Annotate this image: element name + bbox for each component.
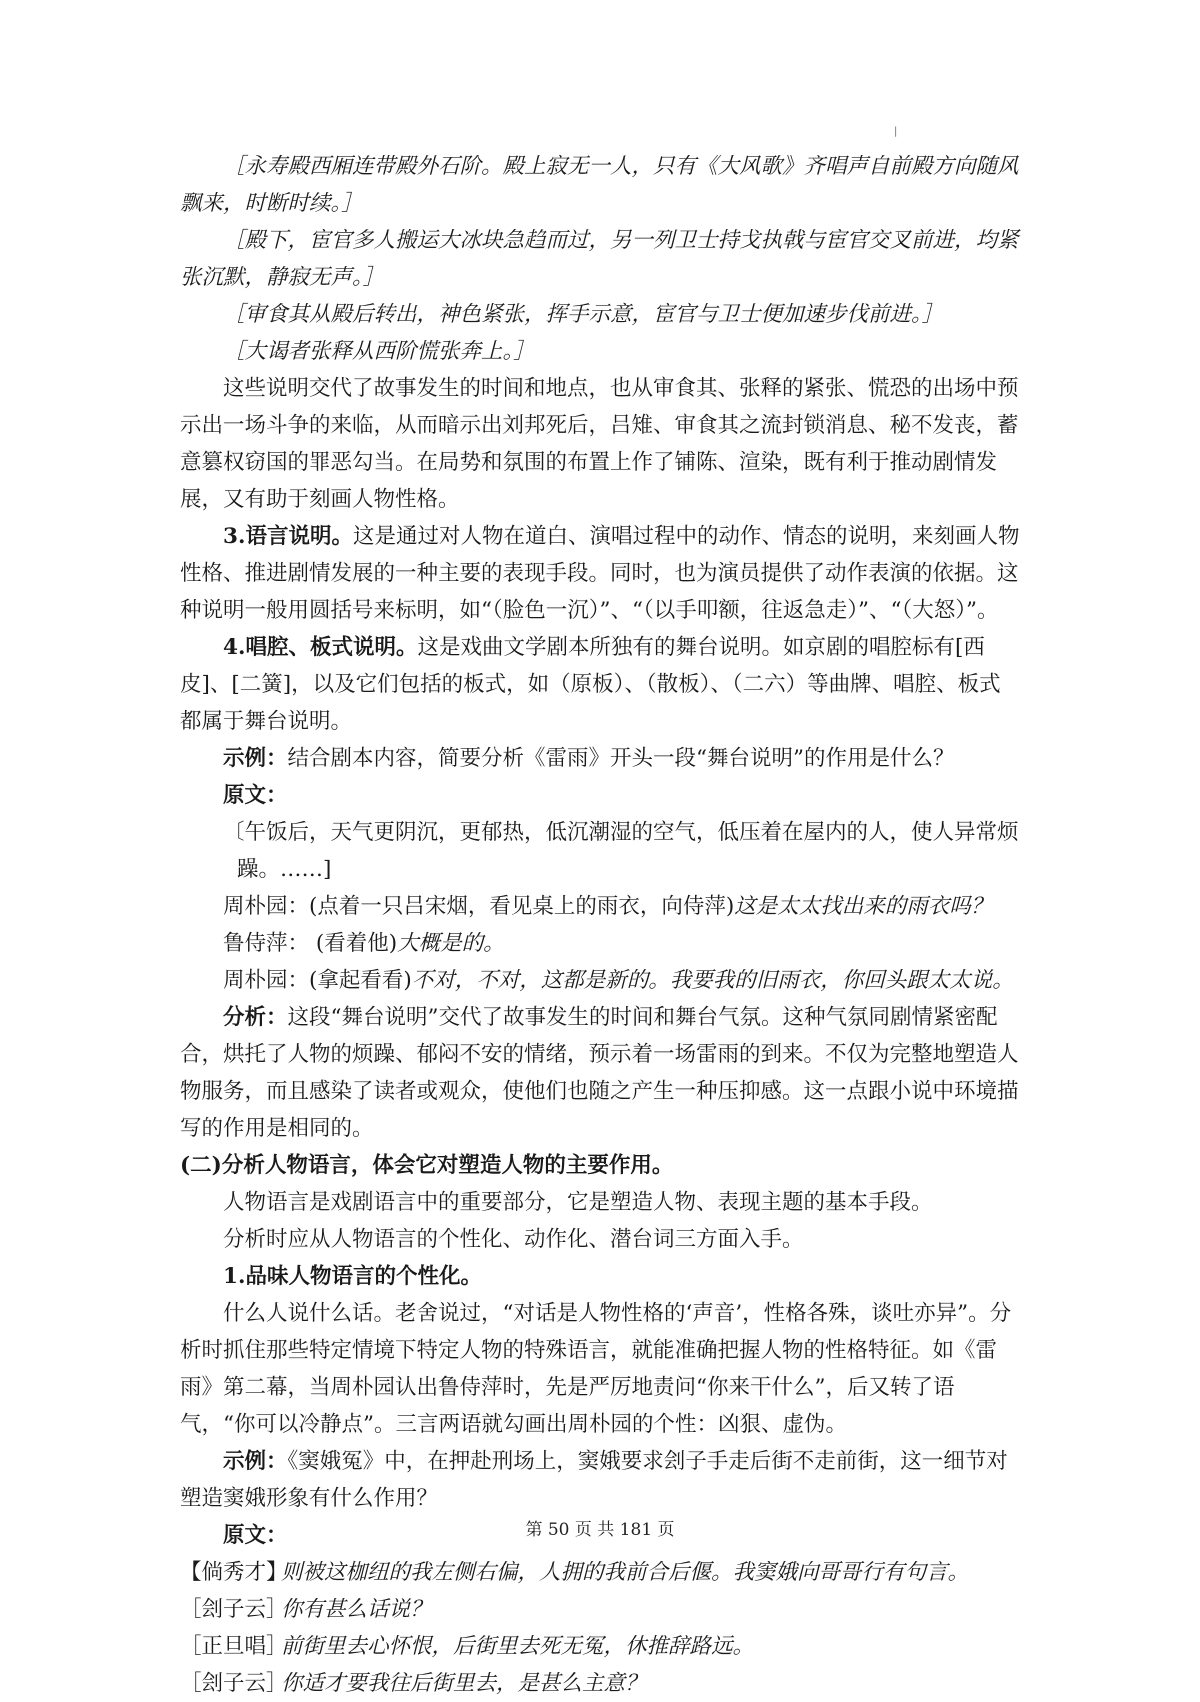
dialogue-text: 不对，不对，这都是新的。我要我的旧雨衣，你回头跟太太说。 — [411, 968, 1014, 993]
example-label: 示例： — [223, 1449, 288, 1474]
stage-direction: ［殿下，宦官多人搬运大冰块急趋而过，另一列卫士持戈执戟与宦官交叉前进，均紧张沉默，静寂无声。］ — [180, 228, 1019, 290]
speaker-name: 鲁侍萍： — [223, 931, 310, 956]
action-note: (点着一只吕宋烟，看见桌上的雨衣，向侍萍) — [309, 894, 735, 919]
subsection-heading: 1.品味人物语言的个性化。 — [223, 1264, 482, 1289]
script-line — [180, 1665, 1020, 1702]
item-4-body: 这是戏曲文学剧本所独有的舞台说明。如京剧的唱腔标有[西皮]、[二簧]，以及它们包括的板式，如（原板）、（散板）、（二六）等曲牌、唱腔、板式都属于舞台说明。 — [180, 635, 1001, 734]
example-2-question — [180, 1443, 1020, 1517]
role-tag: ［刽子云］ — [180, 1671, 288, 1696]
dialogue-line — [180, 925, 1020, 962]
script-line — [180, 1628, 1020, 1665]
action-note: (拿起看看) — [309, 968, 412, 993]
analysis-paragraph — [180, 999, 1020, 1147]
dialogue-text: 这是太太找出来的雨衣吗？ — [734, 894, 993, 919]
explanation-paragraph: 这些说明交代了故事发生的时间和地点，也从审食其、张释的紧张、慌恐的出场中预示出一场斗争的来临，从而暗示出刘邦死后，吕雉、审食其之流封锁消息、秘不发丧，蓄意篡权窃国的罪恶勾当。在局势和氛围的布置上作了铺陈、渲染，既有利于推动剧情发展，又有助于刻画人物性格。 — [180, 376, 1019, 512]
action-note: (看着他) — [309, 931, 398, 956]
example-label: 示例： — [223, 746, 288, 771]
stage-direction: ［审食其从殿后转出，神色紧张，挥手示意，宦官与卫士便加速步伐前进。］ — [223, 302, 944, 327]
stage-direction: ［永寿殿西厢连带殿外石阶。殿上寂无一人，只有《大风歌》齐唱声自前殿方向随风飘来，时断时续。］ — [180, 154, 1019, 216]
item-3-paragraph — [180, 518, 1020, 629]
example-1-question — [180, 740, 1020, 777]
source-label: 原文： — [223, 783, 288, 808]
script-line — [180, 1554, 1020, 1591]
role-tag: 【倘秀才】 — [180, 1560, 288, 1585]
example-question-text: 《窦娥冤》中，在押赴刑场上，窦娥要求刽子手走后街不走前街，这一细节对塑造窦娥形象有什么作用？ — [180, 1449, 1008, 1511]
margin-mark: | — [894, 126, 898, 137]
role-tag: ［正旦唱］ — [180, 1634, 288, 1659]
speaker-name: 周朴园： — [223, 894, 310, 919]
quoted-stage-line: 〔午饭后，天气更阴沉，更郁热，低沉潮湿的空气，低压着在屋内的人，使人异常烦 — [223, 820, 1019, 845]
body-paragraph: 什么人说什么话。老舍说过，“对话是人物性格的‘声音’，性格各殊，谈吐亦异”。分析时抓住那些特定情境下特定人物的特殊语言，就能准确把握人物的性格特征。如《雷雨》第二幕，当周朴园认出鲁侍萍时，先是严厉地责问“你来干什么”，后又转了语气，“你可以冷静点”。三言两语就勾画出周朴园的个性：凶狠、虚伪。 — [180, 1301, 1012, 1437]
script-text: 你适才要我往后街里去，是甚么主意？ — [281, 1671, 647, 1696]
example-question-text: 结合剧本内容，简要分析《雷雨》开头一段“舞台说明”的作用是什么？ — [287, 746, 955, 771]
analysis-label: 分析： — [223, 1005, 288, 1030]
script-line — [180, 1591, 1020, 1628]
role-tag: ［刽子云］ — [180, 1597, 288, 1622]
script-text: 则被这枷纽的我左侧右偏，人拥的我前合后偃。我窦娥向哥哥行有句言。 — [281, 1560, 970, 1585]
dialogue-line — [180, 962, 1020, 999]
dialogue-line — [180, 888, 1020, 925]
section-heading: (二)分析人物语言，体会它对塑造人物的主要作用。 — [180, 1153, 674, 1178]
body-paragraph: 分析时应从人物语言的个性化、动作化、潜台词三方面入手。 — [223, 1227, 804, 1252]
quoted-stage-line: 躁。……] — [237, 857, 332, 882]
analysis-text: 这段“舞台说明”交代了故事发生的时间和舞台气氛。这种气氛同剧情紧密配合，烘托了人物的烦躁、郁闷不安的情绪，预示着一场雷雨的到来。不仅为完整地塑造人物服务，而且感染了读者或观众，使他们也随之产生一种压抑感。这一点跟小说中环境描写的作用是相同的。 — [180, 1005, 1019, 1141]
item-4-paragraph — [180, 629, 1020, 740]
body-paragraph: 人物语言是戏剧语言中的重要部分，它是塑造人物、表现主题的基本手段。 — [223, 1190, 933, 1215]
stage-direction: ［大谒者张释从西阶慌张奔上。］ — [223, 339, 535, 364]
page-content — [180, 148, 1020, 1702]
dialogue-text: 大概是的。 — [397, 931, 505, 956]
item-3-heading: 3.语言说明。 — [223, 524, 353, 549]
page-number: 第 50 页 共 181 页 — [525, 1520, 675, 1540]
script-text: 前街里去心怀恨，后街里去死无冤，休推辞路远。 — [281, 1634, 755, 1659]
item-3-body: 这是通过对人物在道白、演唱过程中的动作、情态的说明，来刻画人物性格、推进剧情发展的一种主要的表现手段。同时，也为演员提供了动作表演的依据。这种说明一般用圆括号来标明，如“（脸色一沉）”、“（以手叩额，往返急走）”、“（大怒）”。 — [180, 524, 1020, 623]
speaker-name: 周朴园： — [223, 968, 310, 993]
script-text: 你有甚么话说？ — [281, 1597, 432, 1622]
item-4-heading: 4.唱腔、板式说明。 — [223, 635, 418, 660]
source-label: 原文： — [223, 1523, 288, 1548]
